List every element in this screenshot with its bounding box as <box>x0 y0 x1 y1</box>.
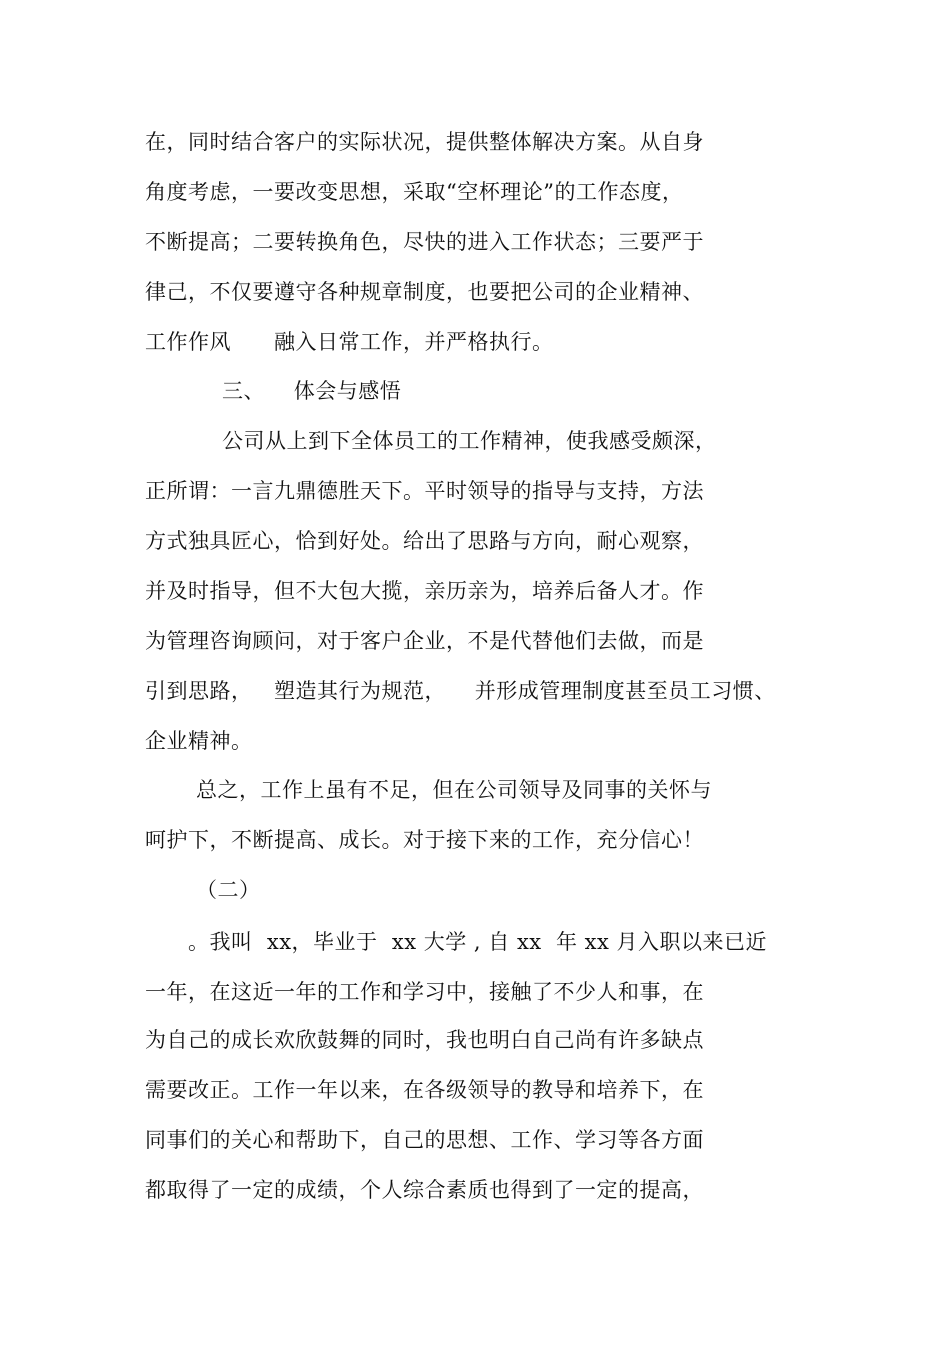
text-line: 一年，在这近一年的工作和学习中，接触了不少人和事，在 <box>145 980 704 1004</box>
text-line: 同事们的关心和帮助下，自己的思想、工作、学习等各方面 <box>145 1128 704 1152</box>
text-line: 角度考虑，一要改变思想，采取“空杯理论”的工作态度， <box>145 180 684 204</box>
text-line: 律己，不仅要遵守各种规章制度，也要把公司的企业精神、 <box>145 280 704 304</box>
text-line: 正所谓：一言九鼎德胜天下。平时领导的指导与支持，方法 <box>145 479 704 503</box>
text-line: 引到思路， 塑造其行为规范， 并形成管理制度甚至员工习惯、 <box>145 679 776 703</box>
text-line: 并及时指导，但不大包大揽，亲历亲为，培养后备人才。作 <box>145 579 704 603</box>
text-line: 不断提高；二要转换角色，尽快的进入工作状态；三要严于 <box>145 230 704 254</box>
text-line: 工作作风 融入日常工作，并严格执行。 <box>145 330 554 354</box>
text-line: 需要改正。工作一年以来，在各级领导的教导和培养下，在 <box>145 1078 704 1102</box>
text-line: 为管理咨询顾问，对于客户企业，不是代替他们去做，而是 <box>145 629 704 653</box>
section-heading: （二） <box>196 878 261 902</box>
text-line: 呵护下，不断提高、成长。对于接下来的工作，充分信心！ <box>145 828 704 852</box>
text-line: 总之，工作上虽有不足，但在公司领导及同事的关怀与 <box>196 778 712 802</box>
section-heading: 三、 体会与感悟 <box>222 379 402 403</box>
text-line: 在，同时结合客户的实际状况，提供整体解决方案。从自身 <box>145 130 704 154</box>
text-line: 方式独具匠心，恰到好处。给出了思路与方向，耐心观察， <box>145 529 704 553</box>
text-line: 为自己的成长欢欣鼓舞的同时，我也明白自己尚有许多缺点 <box>145 1028 704 1052</box>
text-line: 。我叫 xx，毕业于 xx 大学 , 自 xx 年 xx 月入职以来已近 <box>188 930 768 954</box>
text-line: 企业精神。 <box>145 729 253 753</box>
text-line: 都取得了一定的成绩，个人综合素质也得到了一定的提高， <box>145 1178 704 1202</box>
text-line: 公司从上到下全体员工的工作精神，使我感受颇深， <box>222 429 717 453</box>
